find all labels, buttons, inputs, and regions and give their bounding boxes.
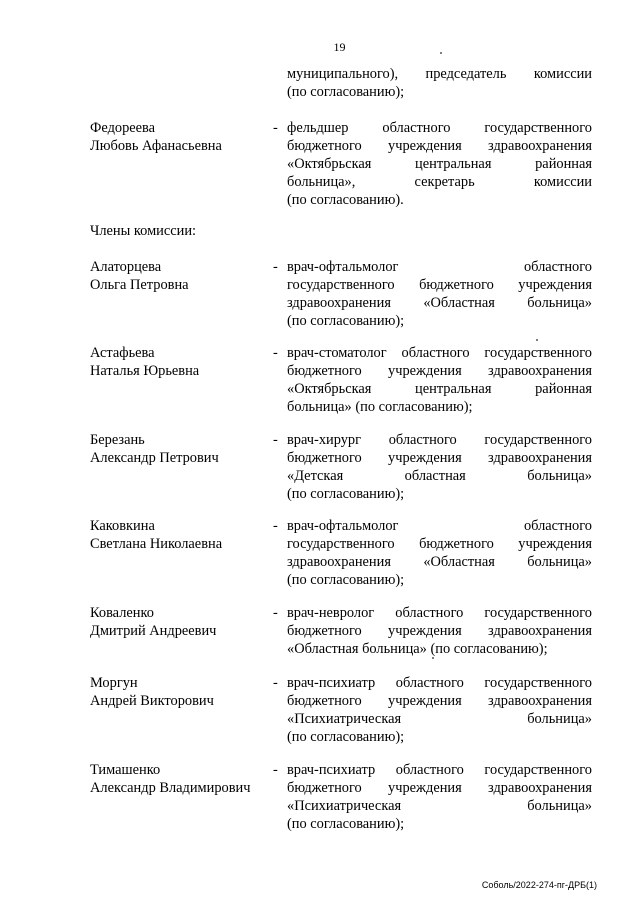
scan-speck bbox=[440, 52, 442, 54]
person-name bbox=[90, 431, 275, 467]
page-number: 19 bbox=[333, 40, 346, 54]
text-line: врач-офтальмолог областного bbox=[287, 518, 592, 534]
text-line: больница» (по согласованию); bbox=[287, 399, 473, 415]
surname: Каковкина bbox=[90, 518, 155, 534]
text-line: (по согласованию); bbox=[287, 84, 405, 100]
text-line: (по согласованию); bbox=[287, 816, 405, 832]
dash: - bbox=[273, 605, 278, 621]
text-line: «Психиатрическая больница» bbox=[287, 711, 592, 727]
members-heading: Члены комиссии: bbox=[90, 223, 197, 239]
text-line: здравоохранения «Областная больница» bbox=[287, 295, 592, 311]
text-line: «Психиатрическая больница» bbox=[287, 798, 592, 814]
position-description bbox=[287, 431, 592, 503]
text-line: бюджетного учреждения здравоохранения bbox=[287, 363, 592, 379]
dash: - bbox=[273, 518, 278, 534]
given-names: Наталья Юрьевна bbox=[90, 363, 200, 379]
person-name bbox=[90, 517, 275, 553]
surname: Федореева bbox=[90, 120, 156, 136]
text-line: врач-офтальмолог областного bbox=[287, 259, 592, 275]
dash: - bbox=[273, 345, 278, 361]
position-description bbox=[287, 344, 592, 416]
person-name bbox=[90, 761, 275, 797]
text-line: «Областная больница» (по согласованию); bbox=[287, 641, 548, 657]
text-line: больница», секретарь комиссии bbox=[287, 174, 592, 190]
person-name bbox=[90, 119, 275, 155]
surname: Тимашенко bbox=[90, 762, 161, 778]
surname: Алаторцева bbox=[90, 259, 162, 275]
text-line: бюджетного учреждения здравоохранения bbox=[287, 780, 592, 796]
dash: - bbox=[273, 675, 278, 691]
text-line: бюджетного учреждения здравоохранения bbox=[287, 138, 592, 154]
given-names: Андрей Викторович bbox=[90, 693, 214, 709]
text-line: бюджетного учреждения здравоохранения bbox=[287, 693, 592, 709]
text-line: врач-невролог областного государственного bbox=[287, 605, 592, 621]
text-line: врач-психиатр областного государственного bbox=[287, 675, 592, 691]
surname: Астафьева bbox=[90, 345, 155, 361]
text-line: врач-хирург областного государственного bbox=[287, 432, 592, 448]
text-line: фельдшер областного государственного bbox=[287, 120, 592, 136]
person-name bbox=[90, 674, 275, 710]
position-description bbox=[287, 674, 592, 746]
given-names: Дмитрий Андреевич bbox=[90, 623, 217, 639]
given-names: Александр Владимирович bbox=[90, 780, 251, 796]
text-line: бюджетного учреждения здравоохранения bbox=[287, 623, 592, 639]
surname: Моргун bbox=[90, 675, 138, 691]
text-line: «Октябрьская центральная районная bbox=[287, 156, 592, 172]
dash: - bbox=[273, 432, 278, 448]
text-line: (по согласованию); bbox=[287, 729, 405, 745]
dash: - bbox=[273, 120, 278, 136]
position-description bbox=[287, 761, 592, 833]
text-line: здравоохранения «Областная больница» bbox=[287, 554, 592, 570]
person-name bbox=[90, 344, 275, 380]
text-line: (по согласованию). bbox=[287, 192, 404, 208]
person-name bbox=[90, 604, 275, 640]
scan-speck bbox=[536, 339, 538, 341]
text-line: врач-психиатр областного государственного bbox=[287, 762, 592, 778]
surname: Коваленко bbox=[90, 605, 154, 621]
text-line: (по согласованию); bbox=[287, 572, 405, 588]
text-line: государственного бюджетного учреждения bbox=[287, 536, 592, 552]
text-line: муниципального), председатель комиссии bbox=[287, 66, 592, 82]
dash: - bbox=[273, 762, 278, 778]
position-description bbox=[287, 258, 592, 330]
continuation-text bbox=[287, 65, 592, 101]
position-description bbox=[287, 604, 592, 658]
document-code: Соболь/2022-274-пг-ДРБ(1) bbox=[481, 880, 597, 890]
given-names: Любовь Афанасьевна bbox=[90, 138, 222, 154]
surname: Березань bbox=[90, 432, 145, 448]
given-names: Александр Петрович bbox=[90, 450, 219, 466]
text-line: бюджетного учреждения здравоохранения bbox=[287, 450, 592, 466]
position-description bbox=[287, 517, 592, 589]
given-names: Ольга Петровна bbox=[90, 277, 189, 293]
text-line: (по согласованию); bbox=[287, 486, 405, 502]
text-line: «Октябрьская центральная районная bbox=[287, 381, 592, 397]
person-name bbox=[90, 258, 275, 294]
text-line: (по согласованию); bbox=[287, 313, 405, 329]
position-description bbox=[287, 119, 592, 209]
dash: - bbox=[273, 259, 278, 275]
text-line: государственного бюджетного учреждения bbox=[287, 277, 592, 293]
given-names: Светлана Николаевна bbox=[90, 536, 223, 552]
text-line: «Детская областная больница» bbox=[287, 468, 592, 484]
scan-speck bbox=[432, 657, 434, 659]
text-line: врач-стоматолог областного государственного bbox=[287, 345, 592, 361]
